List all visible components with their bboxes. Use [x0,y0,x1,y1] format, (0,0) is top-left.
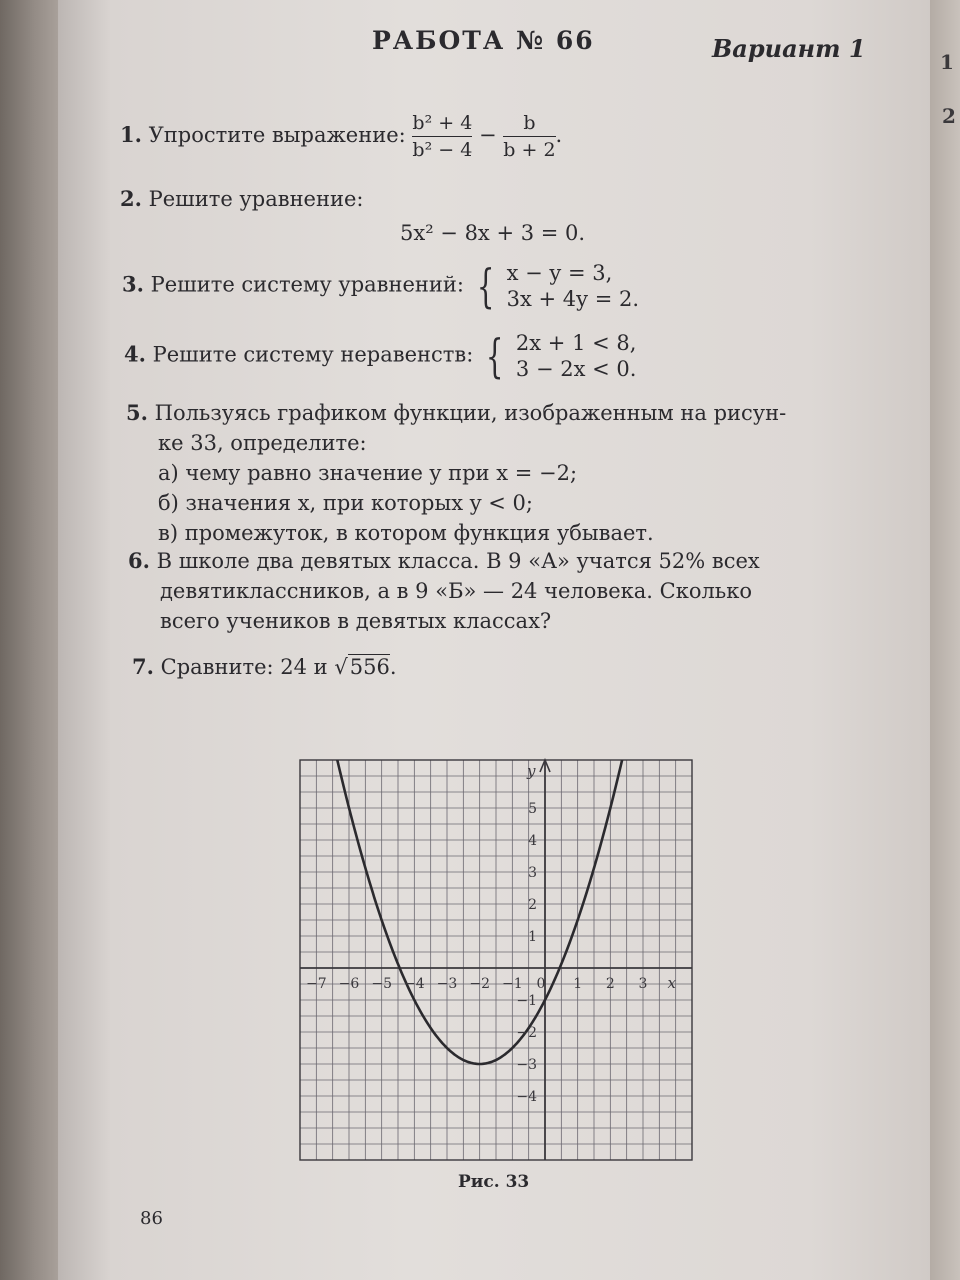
task-6 [128,546,760,636]
fraction-1 [412,112,472,161]
task-7 [132,652,397,682]
x-tick-label: −3 [436,976,458,992]
task-2 [120,184,364,214]
system-equation-1: x − y = 3, [506,261,613,285]
fraction-2 [503,112,555,161]
task-4 [124,330,636,382]
page-title: РАБОТА № 66 [372,26,595,55]
system-inequality-2: 3 − 2x < 0. [515,357,637,381]
task-number: 2. [120,186,142,211]
x-tick-label: −5 [371,976,392,992]
minus-sign: − [478,123,497,147]
task-line-3: всего учеников в девятых классах? [160,609,552,633]
fraction-numerator: b² + 4 [412,112,473,134]
task-text: Решите систему уравнений: [150,272,464,297]
task-number: 5. [126,400,148,425]
fraction-bar [503,136,555,137]
x-tick-label: −6 [338,976,360,992]
task-number: 7. [132,654,154,679]
figure-caption: Рис. 33 [458,1172,530,1192]
task-text: Сравните: 24 и [160,655,328,679]
y-tick-label: 2 [528,897,537,913]
page-number: 86 [140,1208,163,1229]
x-tick-label: 1 [573,976,583,992]
function-graph [296,756,696,1164]
edge-mark-1: 1 [940,50,954,74]
fraction-bar [412,136,472,137]
task-line-2: ке 33, определите: [158,431,367,455]
y-tick-label: −1 [516,993,537,1009]
task-number: 6. [128,548,150,573]
x-tick-label: 0 [536,976,546,992]
equation: 5x² − 8x + 3 = 0. [400,221,586,245]
task-number: 1. [120,122,142,147]
book-gutter [0,0,58,1280]
x-axis-label: x [667,974,676,992]
y-tick-label: −2 [516,1025,537,1041]
inequality-system [516,330,637,382]
task-text: Решите уравнение: [148,187,364,211]
period: . [555,123,563,147]
y-tick-label: −4 [516,1089,537,1105]
task-3 [122,260,639,312]
next-page-edge [930,0,960,1280]
x-tick-label: −1 [502,976,523,992]
task-line-1: Пользуясь графиком функции, изображенным на рисун- [154,401,787,425]
sqrt-icon: √ [334,655,348,679]
x-tick-label: −2 [469,976,490,992]
variant-label: Вариант 1 [712,34,866,63]
edge-mark-2: 2 [942,104,956,128]
y-tick-label: 3 [528,865,537,881]
task-number: 3. [122,271,144,297]
brace-icon: { [476,259,495,313]
x-tick-label: −4 [404,976,425,992]
y-tick-label: 4 [528,833,537,849]
y-tick-label: 1 [528,929,537,945]
task-text: Решите систему неравенств: [152,342,474,367]
task-1 [120,112,562,161]
task-5 [126,398,786,548]
brace-icon: { [485,329,504,383]
system-equation-2: 3x + 4y = 2. [506,287,639,311]
fraction-denominator: b + 2 [503,139,556,161]
fraction-numerator: b [523,112,536,134]
task-text: Упростите выражение: [148,123,406,147]
radicand: 556 [349,655,390,679]
task-item-b: б) значения x, при которых y < 0; [158,491,533,515]
task-item-a: а) чему равно значение y при x = −2; [158,461,578,485]
y-axis-label: y [527,762,536,780]
y-tick-label: −3 [516,1057,537,1073]
system-inequality-1: 2x + 1 < 8, [515,331,637,355]
task-number: 4. [124,341,146,367]
fraction-denominator: b² − 4 [412,139,473,161]
task-item-c: в) промежуток, в котором функция убывает. [158,521,654,545]
period: . [389,655,397,679]
x-tick-label: 3 [638,976,648,992]
x-tick-label: −7 [306,976,327,992]
x-tick-label: 2 [605,976,615,992]
task-line-2: девятиклассников, а в 9 «Б» — 24 человека. Сколько [160,579,753,603]
y-tick-label: 5 [528,801,537,817]
task-line-1: В школе два девятых класса. В 9 «А» учатся 52% всех [156,549,760,573]
equation-system [507,260,639,312]
